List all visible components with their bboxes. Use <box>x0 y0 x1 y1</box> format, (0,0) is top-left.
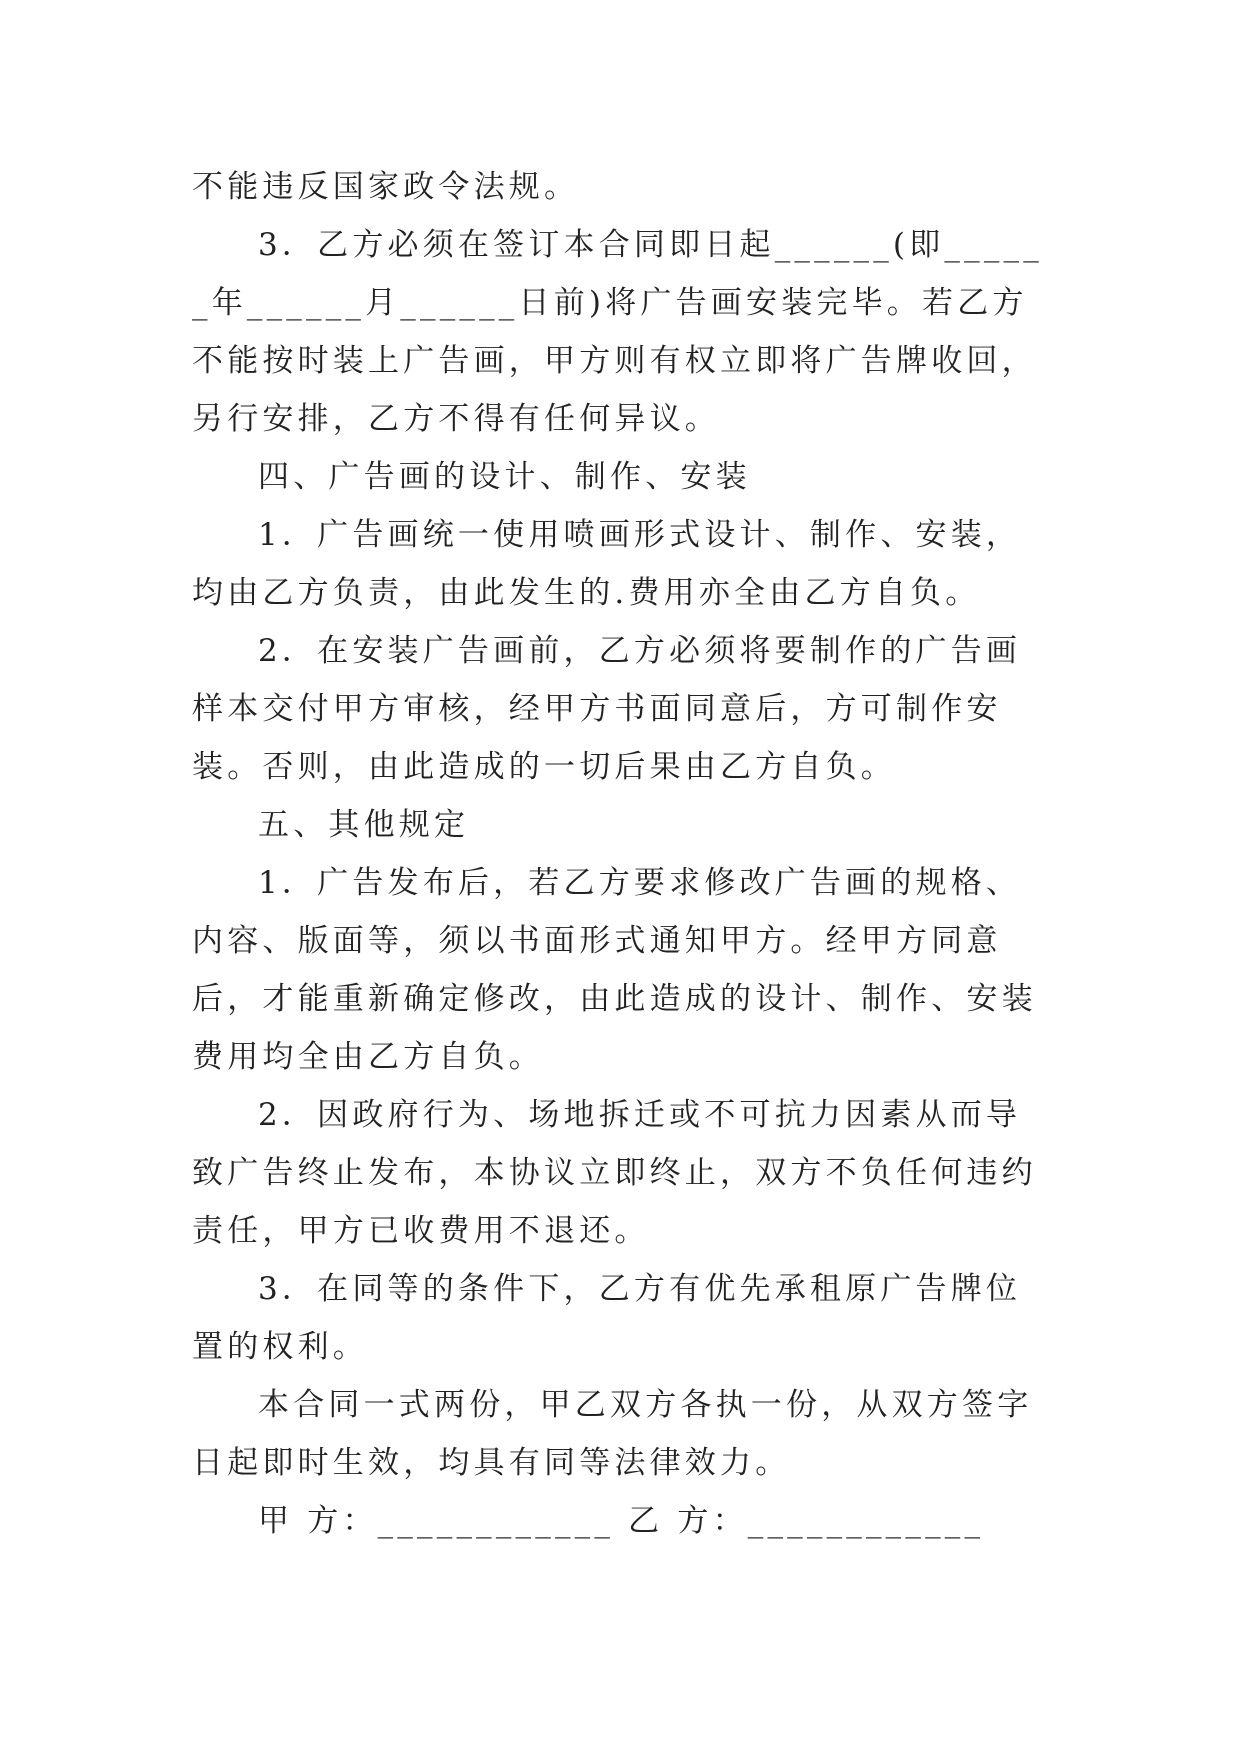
clause-5-2: 2．因政府行为、场地拆迁或不可抗力因素从而导致广告终止发布，本协议立即终止，双方不负任何违约责任，甲方已收费用不退还。 <box>192 1097 1037 1249</box>
signature-line <box>192 1492 1054 1550</box>
party-b-signature-blank[interactable]: ____________ <box>747 1503 985 1539</box>
paragraph-continuation: 不能违反国家政令法规。 <box>192 169 580 205</box>
clause-5-1: 1．广告发布后，若乙方要求修改广告画的规格、内容、版面等，须以书面形式通知甲方。经甲方同意后，才能重新确定修改，由此造成的设计、制作、安装费用均全由乙方自负。 <box>192 865 1037 1075</box>
closing-paragraph: 本合同一式两份，甲乙双方各执一份，从双方签字日起即时生效，均具有同等法律效力。 <box>192 1387 1033 1481</box>
party-b-label: 乙 方： <box>628 1503 748 1539</box>
party-a-signature-blank[interactable]: ____________ <box>377 1503 615 1539</box>
party-a-label: 甲 方： <box>258 1503 378 1539</box>
section-5-heading: 五、其他规定 <box>258 807 470 843</box>
clause-5-3: 3．在同等的条件下，乙方有优先承租原广告牌位置的权利。 <box>192 1271 1022 1365</box>
clause-4-1: 1．广告画统一使用喷画形式设计、制作、安装，均由乙方负责，由此发生的.费用亦全由乙方自负。 <box>192 517 1022 611</box>
section-4-heading: 四、广告画的设计、制作、安装 <box>258 459 751 495</box>
document-page <box>192 158 1054 1550</box>
clause-4-2: 2．在安装广告画前，乙方必须将要制作的广告画样本交付甲方审核，经甲方书面同意后，方可制作安装。否则，由此造成的一切后果由乙方自负。 <box>192 633 1022 785</box>
clause-3-installation-deadline: 3．乙方必须在签订本合同即日起______(即______年______月______日前)将广告画安装完毕。若乙方不能按时装上广告画，甲方则有权立即将广告牌收回，另行安排，乙方不得有任何异议。 <box>192 227 1043 437</box>
